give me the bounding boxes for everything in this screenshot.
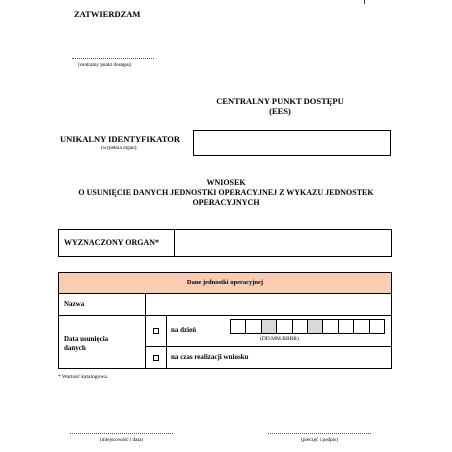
place-date-caption: (miejscowość i data) (100, 437, 143, 443)
duration-checkbox[interactable] (153, 355, 159, 361)
approval-signature-line (72, 58, 154, 59)
date-digit-cell[interactable] (276, 319, 292, 334)
page-corner-mark (364, 0, 365, 4)
date-format-hint: (DD.MM.RRRR) (260, 336, 299, 342)
stamp-sign-caption: (pieczęć i podpis) (301, 437, 338, 443)
name-input[interactable] (146, 295, 391, 315)
date-digit-cell[interactable] (322, 319, 338, 334)
date-digit-cell[interactable] (369, 319, 385, 334)
date-input[interactable] (230, 319, 384, 334)
form-title-line2: O USUNIĘCIE DANYCH JEDNOSTKI OPERACYJNEJ Z WYKAZU JEDNOSTEK (78, 188, 374, 197)
checkbox-column-divider (166, 316, 167, 369)
identifier-hint: (wypełnia organ) (101, 145, 137, 151)
organ-input[interactable] (175, 230, 391, 256)
identifier-input[interactable] (193, 130, 391, 156)
date-digit-cell[interactable] (338, 319, 354, 334)
date-label-line1: Data usunięcia (64, 335, 109, 343)
organ-label: WYZNACZONY ORGAN* (64, 238, 160, 247)
on-date-checkbox[interactable] (153, 328, 159, 334)
form-title-line3: OPERACYJNYCH (192, 198, 260, 207)
on-date-label: na dzień (171, 326, 197, 334)
date-digit-cell[interactable] (230, 319, 246, 334)
date-digit-cell[interactable] (245, 319, 261, 334)
identifier-label: UNIKALNY IDENTYFIKATOR (60, 134, 181, 144)
place-date-line (70, 433, 173, 434)
table-header: Dane jednostki operacyjnej (186, 279, 264, 286)
approval-subtitle: (centralny punkt dostępu) (78, 62, 132, 68)
date-separator-cell (261, 319, 277, 334)
name-label: Nazwa (64, 300, 85, 308)
form-title-line1: WNIOSEK (206, 178, 246, 187)
approval-heading: ZATWIERDZAM (74, 9, 141, 19)
authority-code: (EES) (269, 106, 291, 116)
stamp-sign-line (268, 433, 371, 434)
date-digit-cell[interactable] (292, 319, 308, 334)
date-separator-cell (307, 319, 323, 334)
name-row-bottom-border (58, 315, 392, 316)
date-digit-cell[interactable] (353, 319, 369, 334)
duration-label: na czas realizacji wniosku (171, 353, 249, 361)
date-label-line2: danych (64, 344, 86, 352)
footnote: * Wartość katalogowa. (58, 374, 109, 380)
date-options-divider (146, 346, 392, 347)
authority-name: CENTRALNY PUNKT DOSTĘPU (216, 96, 344, 106)
